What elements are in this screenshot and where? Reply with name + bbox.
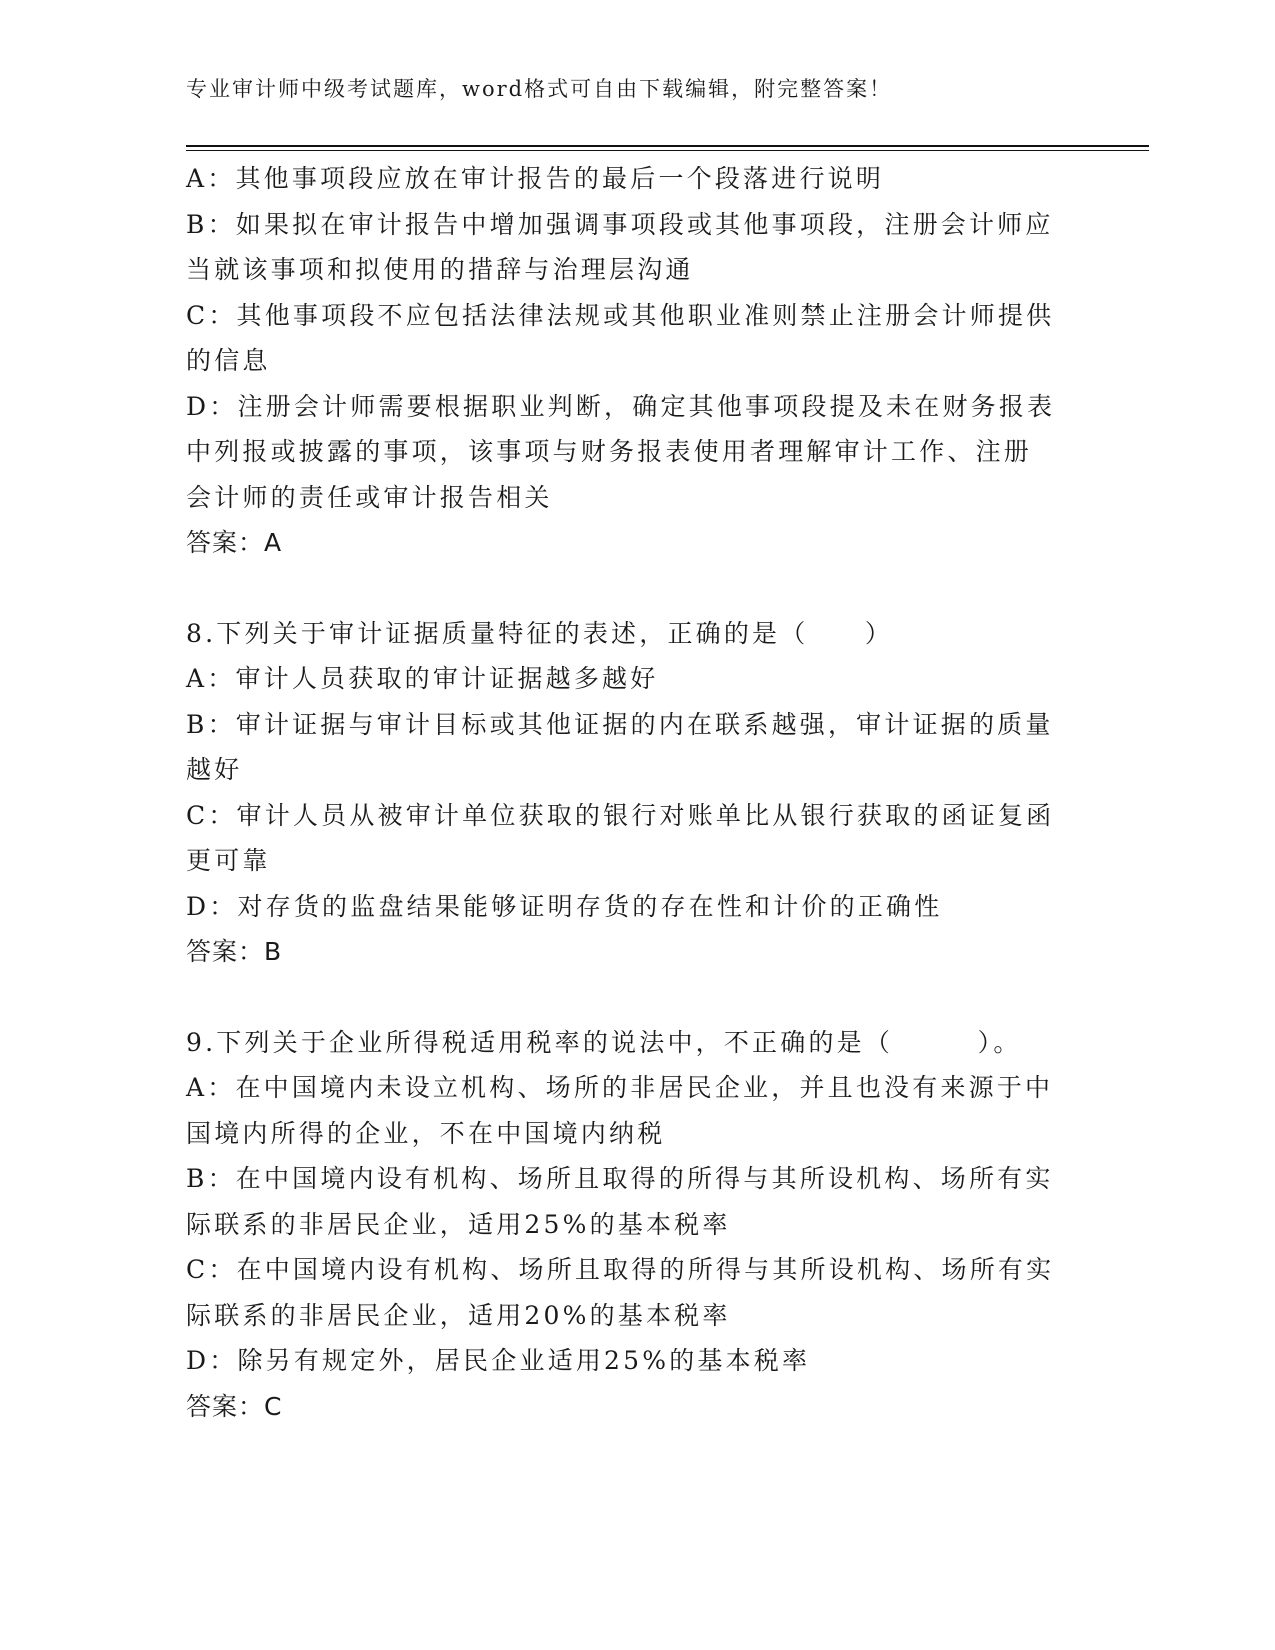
- answer-q8: 答案：B: [186, 937, 283, 966]
- question-7-options: [186, 156, 1086, 566]
- question-stem: 8.下列关于审计证据质量特征的表述，正确的是（ ）: [186, 618, 894, 648]
- answer-q7: 答案：A: [186, 528, 283, 557]
- option-b: [186, 702, 1086, 793]
- option-b: [186, 202, 1086, 293]
- page-header: 专业审计师中级考试题库，word格式可自由下载编辑，附完整答案！: [186, 77, 893, 101]
- header-rule: [186, 145, 1149, 147]
- question-9: [186, 1020, 1086, 1430]
- option-line: 际联系的非居民企业，适用25%的基本税率: [186, 1209, 731, 1239]
- option-line: A：审计人员获取的审计证据越多越好: [186, 664, 659, 693]
- option-line: C：审计人员从被审计单位获取的银行对账单比从银行获取的函证复函: [186, 800, 1055, 830]
- option-line: 的信息: [186, 346, 271, 375]
- option-b: [186, 1156, 1086, 1247]
- option-line: C：其他事项段不应包括法律法规或其他职业准则禁止注册会计师提供: [186, 300, 1055, 330]
- question-8: [186, 611, 1086, 975]
- option-line: 会计师的责任或审计报告相关: [186, 482, 553, 512]
- option-c: [186, 1247, 1086, 1338]
- option-line: 际联系的非居民企业，适用20%的基本税率: [186, 1300, 731, 1330]
- option-d: [186, 884, 1086, 930]
- option-c: [186, 293, 1086, 384]
- option-line: 中列报或披露的事项，该事项与财务报表使用者理解审计工作、注册: [186, 437, 1033, 466]
- header-rule-thin: [186, 150, 1149, 151]
- answer-q9: 答案：C: [186, 1391, 283, 1421]
- option-line: D：对存货的监盘结果能够证明存货的存在性和计价的正确性: [186, 891, 943, 921]
- option-line: B：在中国境内设有机构、场所且取得的所得与其所设机构、场所有实: [186, 1164, 1054, 1193]
- option-c: [186, 793, 1086, 884]
- option-line: D：注册会计师需要根据职业判断，确定其他事项段提及未在财务报表: [186, 391, 1056, 421]
- option-a: [186, 656, 1086, 702]
- option-line: B：审计证据与审计目标或其他证据的内在联系越强，审计证据的质量: [186, 709, 1054, 739]
- option-line: B：如果拟在审计报告中增加强调事项段或其他事项段，注册会计师应: [186, 209, 1054, 239]
- option-d: [186, 1338, 1086, 1384]
- option-a: [186, 1065, 1086, 1156]
- option-line: A：其他事项段应放在审计报告的最后一个段落进行说明: [186, 164, 885, 193]
- option-line: A：在中国境内未设立机构、场所的非居民企业，并且也没有来源于中: [186, 1073, 1054, 1102]
- spacer: [186, 566, 1086, 611]
- option-line: 更可靠: [186, 846, 271, 875]
- option-line: D：除另有规定外，居民企业适用25%的基本税率: [186, 1346, 811, 1375]
- option-line: 当就该事项和拟使用的措辞与治理层沟通: [186, 255, 694, 284]
- option-a: [186, 156, 1086, 202]
- option-line: 国境内所得的企业，不在中国境内纳税: [186, 1118, 666, 1148]
- question-stem: 9.下列关于企业所得税适用税率的说法中，不正确的是（ ）。: [186, 1027, 1022, 1057]
- option-line: 越好: [186, 755, 243, 784]
- spacer: [186, 975, 1086, 1020]
- document-body: [186, 156, 1086, 1429]
- option-line: C：在中国境内设有机构、场所且取得的所得与其所设机构、场所有实: [186, 1255, 1055, 1284]
- option-d: [186, 384, 1086, 521]
